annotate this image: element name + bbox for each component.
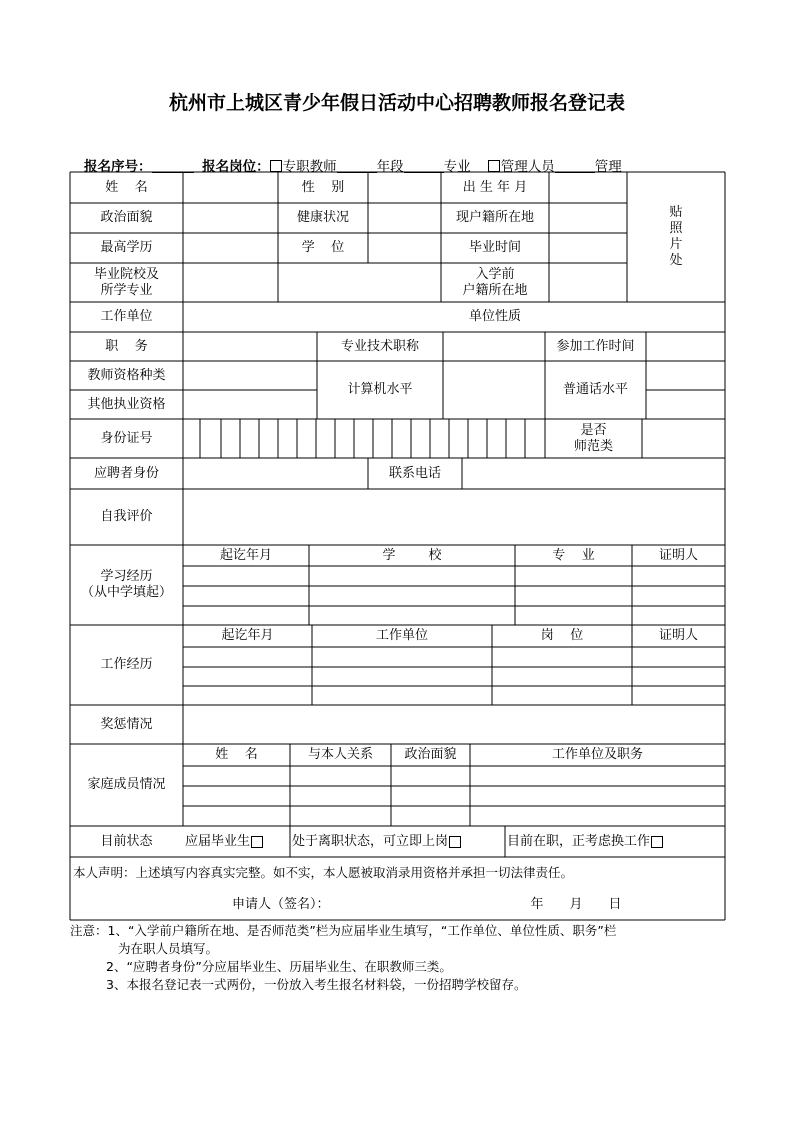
opt-manager: 管理人员	[500, 159, 555, 175]
label-status: 目前状态	[100, 833, 153, 849]
head-study-witness: 证明人	[658, 547, 698, 563]
status-option-label: 处于离职状态，可立即上岗	[292, 833, 449, 849]
label-gender: 性 别	[301, 179, 345, 195]
head-fam-job: 工作单位及职务	[551, 747, 643, 762]
label-identity: 应聘者身份	[93, 465, 159, 481]
grade-label: 年段	[376, 159, 404, 175]
opt-fulltime-teacher: 专职教师	[282, 159, 337, 175]
head-study-school: 学 校	[382, 547, 442, 563]
head-fam-pol: 政治面貌	[404, 747, 457, 762]
label-work: 工作经历	[100, 657, 153, 672]
label-position: 职 务	[105, 338, 148, 354]
label-computer: 计算机水平	[347, 382, 413, 397]
label-school-major: 毕业院校及 所学专业	[93, 266, 159, 298]
sign-month: 月	[569, 897, 583, 912]
seq-label: 报名序号：	[84, 159, 152, 175]
checkbox-icon[interactable]	[449, 836, 461, 848]
manage-label: 管理	[594, 159, 622, 175]
label-birth: 出 生 年 月	[462, 179, 528, 195]
note-2: 2、“应聘者身份”分应届毕业生、历届毕业生、在职教师三类。	[106, 959, 452, 974]
label-phone: 联系电话	[388, 465, 441, 481]
label-pre-hukou: 入学前 户籍所在地	[462, 266, 528, 298]
head-work-post: 岗 位	[540, 628, 584, 643]
note-1: 注意：1、“入学前户籍所在地、是否师范类”栏为应届毕业生填写，“工作单位、单位性质、职务”栏	[70, 923, 617, 938]
label-health: 健康状况	[296, 210, 349, 225]
notes	[70, 922, 616, 994]
post-label: 报名岗位：	[202, 159, 270, 175]
label-degree: 学 位	[301, 240, 345, 255]
head-work-unit: 工作单位	[375, 628, 428, 643]
head-study-period: 起讫年月	[219, 547, 272, 563]
label-family: 家庭成员情况	[87, 777, 166, 792]
label-education: 最高学历	[100, 240, 153, 255]
declaration: 本人声明：上述填写内容真实完整。如不实，本人愿被取消录用资格并承担一切法律责任。	[73, 865, 574, 880]
checkbox-icon[interactable]	[251, 836, 263, 848]
head-work-period: 起讫年月	[221, 628, 274, 643]
note-1b: 为在职人员填写。	[118, 941, 219, 956]
head-study-major: 专 业	[552, 547, 595, 563]
label-title: 专业技术职称	[340, 338, 419, 354]
head-work-witness: 证明人	[658, 628, 698, 643]
label-name: 姓 名	[105, 179, 148, 195]
label-id-no: 身份证号	[100, 430, 153, 446]
form-title: 杭州市上城区青少年假日活动中心招聘教师报名登记表	[168, 92, 625, 114]
label-work-unit: 工作单位	[100, 309, 153, 324]
status-option-label: 应届毕业生	[185, 833, 251, 849]
status-option-employed[interactable]	[507, 826, 727, 857]
applicant-signature-label: 申请人（签名）：	[232, 897, 330, 912]
label-self-eval: 自我评价	[100, 509, 153, 524]
head-fam-name: 姓 名	[215, 747, 258, 762]
label-awards: 奖惩情况	[100, 716, 153, 732]
note-3: 3、本报名登记表一式两份，一份放入考生报名材料袋，一份招聘学校留存。	[106, 977, 527, 992]
label-study: 学习经历 （从中学填起）	[80, 569, 172, 600]
major-label: 专业	[443, 159, 471, 175]
label-normal: 是否 师范类	[573, 422, 613, 454]
label-other-cert: 其他执业资格	[87, 396, 166, 412]
label-teacher-cert: 教师资格种类	[87, 367, 166, 383]
label-hukou: 现户籍所在地	[455, 210, 534, 225]
checkbox-icon[interactable]	[651, 836, 663, 848]
status-option-graduate[interactable]	[185, 826, 292, 857]
status-option-resigned[interactable]	[292, 826, 507, 857]
label-political: 政治面貌	[100, 210, 153, 225]
head-fam-rel: 与本人关系	[307, 747, 373, 762]
label-mandarin: 普通话水平	[562, 382, 628, 397]
label-grad-time: 毕业时间	[468, 240, 521, 255]
photo-box: 贴 照 片 处	[669, 205, 683, 268]
status-option-label: 目前在职，正考虑换工作	[507, 833, 651, 849]
sign-day: 日	[608, 897, 622, 912]
label-work-start: 参加工作时间	[556, 338, 635, 354]
sign-year: 年	[530, 897, 544, 912]
label-unit-nature: 单位性质	[468, 309, 521, 324]
